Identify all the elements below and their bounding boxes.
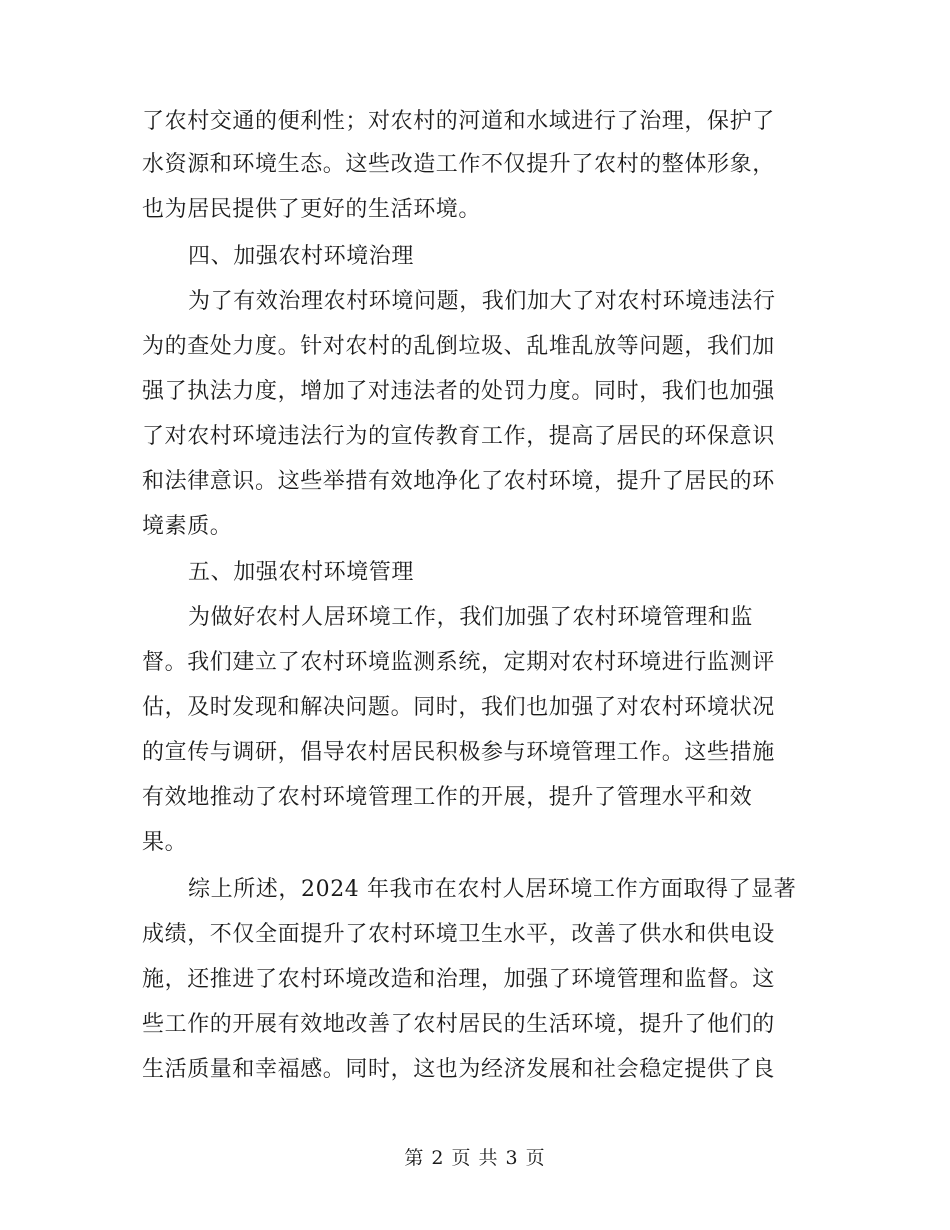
text-line: 为的查处力度。针对农村的乱倒垃圾、乱堆乱放等问题，我们加	[142, 334, 775, 359]
section-heading: 五、加强农村环境管理	[188, 560, 415, 585]
text-line: 和法律意识。这些举措有效地净化了农村环境，提升了居民的环	[142, 469, 775, 494]
text-line: 水资源和环境生态。这些改造工作不仅提升了农村的整体形象，	[142, 152, 775, 177]
text-line: 估，及时发现和解决问题。同时，我们也加强了对农村环境状况	[142, 695, 775, 720]
text-line: 有效地推动了农村环境管理工作的开展，提升了管理水平和效	[142, 785, 753, 810]
text-line: 境素质。	[142, 514, 233, 539]
text-line: 督。我们建立了农村环境监测系统，定期对农村环境进行监测评	[142, 650, 775, 675]
section-heading: 四、加强农村环境治理	[188, 244, 415, 269]
text-line: 生活质量和幸福感。同时，这也为经济发展和社会稳定提供了良	[142, 1057, 775, 1082]
text-line: 了对农村环境违法行为的宣传教育工作，提高了居民的环保意识	[142, 424, 775, 449]
text-line: 也为居民提供了更好的生活环境。	[142, 197, 482, 222]
text-line: 为了有效治理农村环境问题，我们加大了对农村环境违法行	[188, 289, 776, 314]
text-line: 强了执法力度，增加了对违法者的处罚力度。同时，我们也加强	[142, 379, 775, 404]
text-line: 成绩，不仅全面提升了农村环境卫生水平，改善了供水和供电设	[142, 922, 775, 947]
text-line: 的宣传与调研，倡导农村居民积极参与环境管理工作。这些措施	[142, 740, 775, 765]
text-line: 些工作的开展有效地改善了农村居民的生活环境，提升了他们的	[142, 1012, 775, 1037]
text-line: 果。	[142, 830, 188, 855]
text-line: 了农村交通的便利性；对农村的河道和水域进行了治理，保护了	[142, 109, 775, 134]
text-line: 为做好农村人居环境工作，我们加强了农村环境管理和监	[188, 605, 754, 630]
text-line: 施，还推进了农村环境改造和治理，加强了环境管理和监督。这	[142, 967, 775, 992]
page-number-footer: 第 2 页 共 3 页	[404, 1147, 546, 1169]
text-line: 综上所述，2024 年我市在农村人居环境工作方面取得了显著	[188, 877, 797, 902]
